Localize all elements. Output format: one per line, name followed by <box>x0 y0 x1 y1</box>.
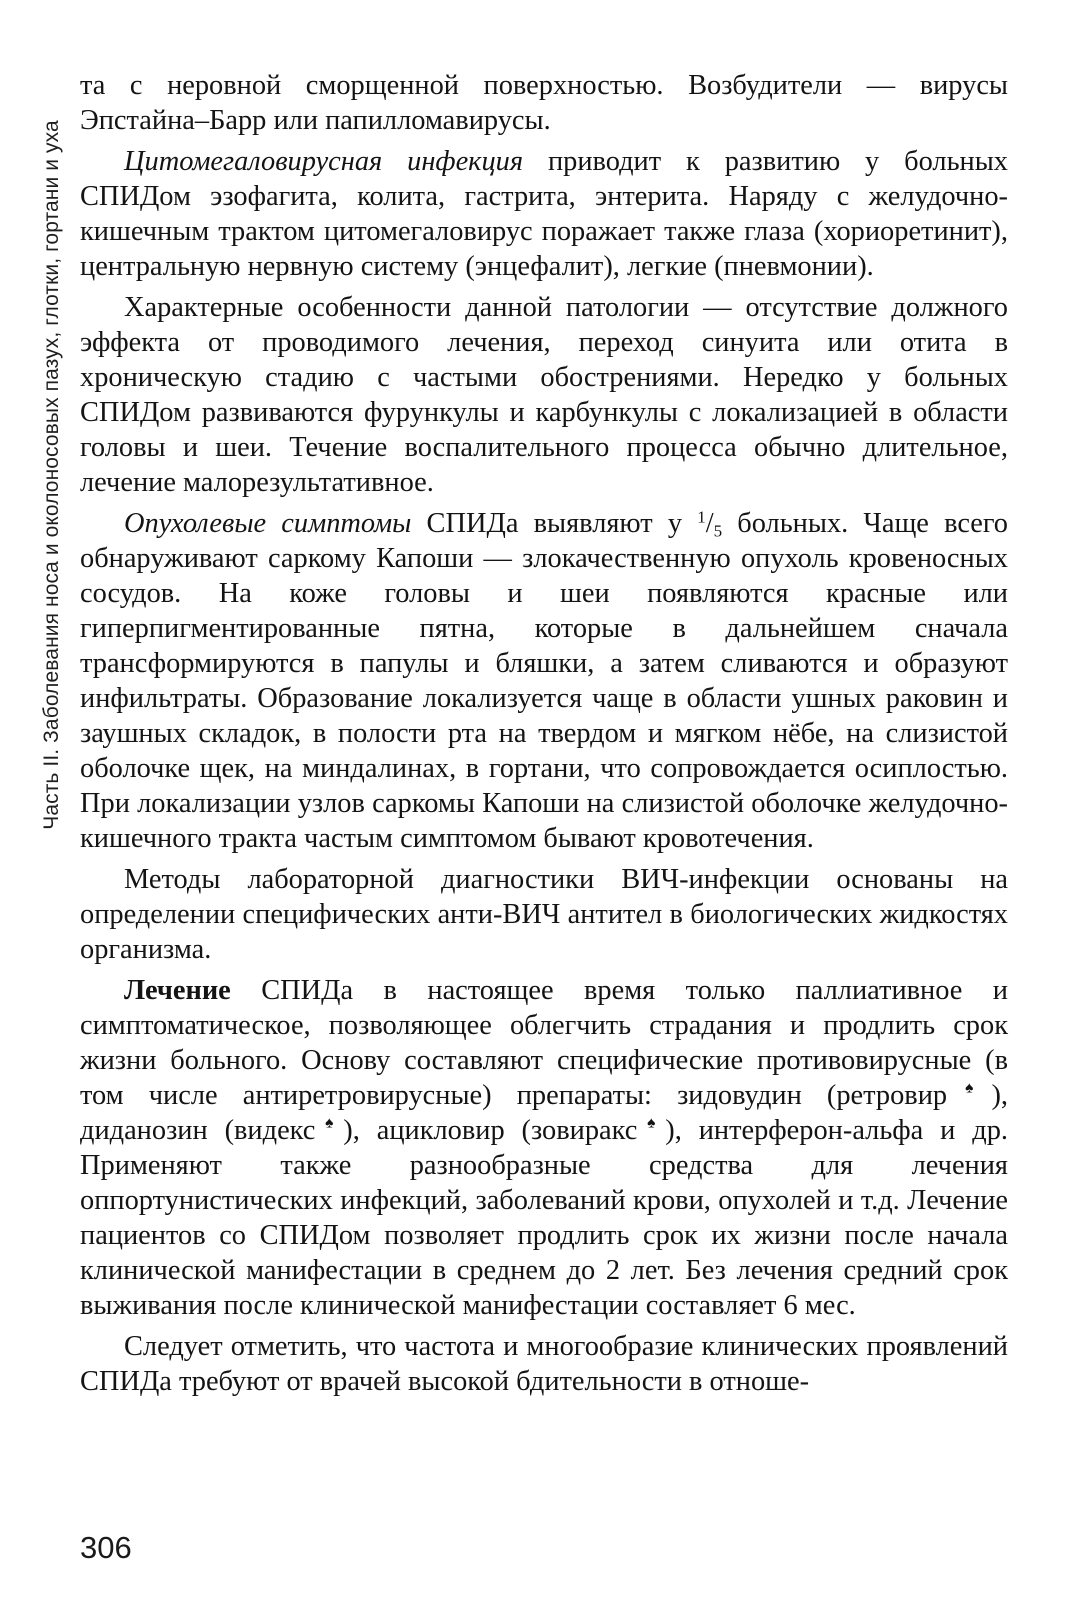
paragraph-text: ), диданозин (видекс <box>80 1080 1009 1146</box>
paragraph-text: Следует отметить, что частота и многообразие клинических проявлений СПИДа требуют от врачей высокой бдительности в отноше- <box>80 1331 1008 1397</box>
paragraph-text: СПИДа выявляют у <box>411 508 698 539</box>
page-number: 306 <box>80 1530 132 1565</box>
paragraph-tumor <box>80 506 1008 856</box>
paragraph-conclusion <box>80 1329 1008 1399</box>
paragraph-diagnostics <box>80 862 1008 967</box>
term-italic: Опухолевые симптомы <box>124 508 412 539</box>
paragraph-text: та с неровной сморщенной поверхностью. Возбудители — вирусы Эпстайна–Барр или папилломавирусы. <box>80 70 1008 136</box>
body-text <box>80 68 1008 1405</box>
term-italic: Цитомегаловирусная инфекция <box>124 146 524 177</box>
paragraph-continuation <box>80 68 1008 138</box>
paragraph-treatment <box>80 973 1008 1323</box>
paragraph-text: СПИДа в настоящее время только паллиативное и симптоматическое, позволяющее облегчить страдания и продлить срок жизни больного. Основу составляют специфические противовирусные (в том числе антиретровирусные) препараты: зидовудин (ретровир <box>80 975 1008 1111</box>
paragraph-text: Методы лабораторной диагностики ВИЧ-инфекции основаны на определении специфических анти-ВИЧ антител в биологических жидкостях организма. <box>80 864 1008 965</box>
paragraph-text: ), ацикловир (зовиракс <box>343 1115 638 1146</box>
trademark-mark: ♠ <box>947 1079 992 1097</box>
paragraph-text: приводит к развитию у больных СПИДом эзофагита, колита, гастрита, энтерита. Наряду с желудочно-кишечным трактом цитомегаловирус поражает также глаза (хориоретинит), центральную нервную систему (энцефалит), легкие (пневмонии). <box>80 146 1008 282</box>
fraction-numerator: 1 <box>697 507 706 527</box>
paragraph-cmv <box>80 144 1008 284</box>
trademark-mark: ♠ <box>637 1114 666 1132</box>
paragraph-text: больных. Чаще всего обнаруживают саркому Капоши — злокачественную опухоль кровеносных сосудов. На коже головы и шеи появляются красные или гиперпигментированные пятна, которые в дальнейшем сначала трансформируются в папулы и бляшки, а затем сливаются и образуют инфильтраты. Образование локализуется чаще в области ушных раковин и заушных складок, в полости рта на твердом и мягком нёбе, на слизистой оболочке щек, на миндалинах, в гортани, что сопровождается осиплостью. При локализации узлов саркомы Капоши на слизистой оболочке желудочно-кишечного тракта частым симптомом бывают кровотечения. <box>80 508 1008 854</box>
fraction-slash: / <box>705 508 714 539</box>
paragraph-text: Характерные особенности данной патологии — отсутствие должного эффекта от проводимого лечения, переход синуита или отита в хроническую стадию с частыми обострениями. Нередко у больных СПИДом развиваются фурункулы и карбункулы с локализацией в области головы и шеи. Течение воспалительного процесса обычно длительное, лечение малорезультативное. <box>80 292 1008 498</box>
trademark-mark: ♠ <box>315 1114 344 1132</box>
fraction <box>697 508 722 539</box>
running-header-text: Часть II. Заболевания носа и околоносовых пазух, глотки, гортани и уха <box>40 120 63 830</box>
term-bold: Лечение <box>124 975 231 1006</box>
fraction-denominator: 5 <box>713 521 723 541</box>
paragraph-features <box>80 290 1008 500</box>
paragraph-text: ), интерферон-альфа и др. Применяют также разнообразные средства для лечения оппортунистических инфекций, заболеваний крови, опухолей и т.д. Лечение пациентов со СПИДом позволяет продлить срок их жизни после начала клинической манифестации в среднем до 2 лет. Без лечения средний срок выживания после клинической манифестации составляет 6 мес. <box>80 1115 1009 1321</box>
